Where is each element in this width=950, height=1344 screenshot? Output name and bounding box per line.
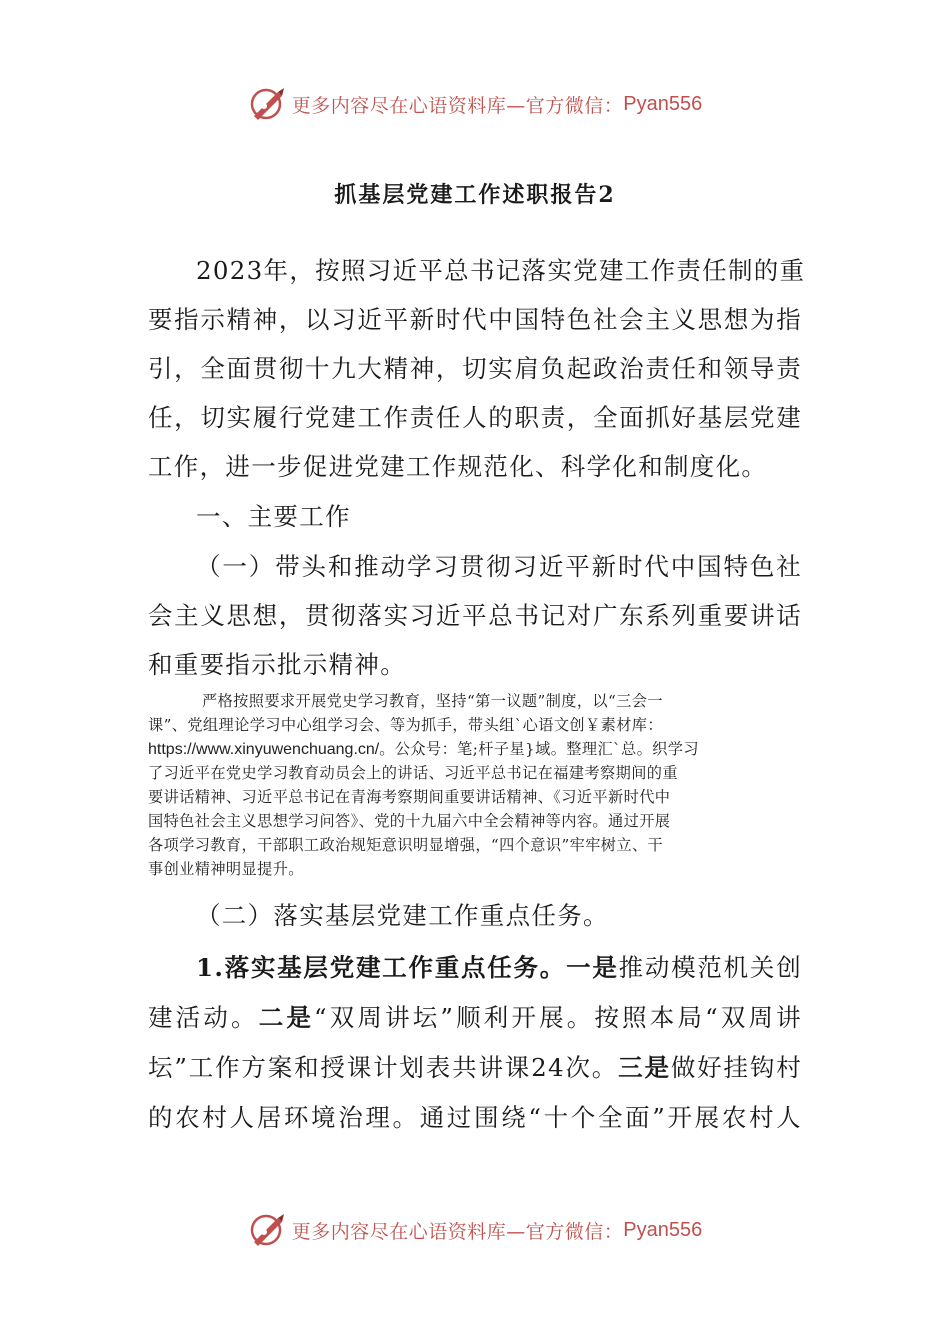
p4-line-1	[148, 951, 802, 985]
intro-line-3: 引，全面贯彻十九大精神，切实肩负起政治责任和领导责	[148, 354, 802, 383]
p4-line-2	[148, 1001, 802, 1035]
p4-line-2-rest: “双周讲坛”顺利开展。按照本局“双周讲	[314, 1003, 802, 1032]
small-line-4: 了习近平在党史学习教育动员会上的讲话、习近平总书记在福建考察期间的重	[148, 764, 678, 782]
p4-line-3-rest: 做好挂钩村	[670, 1053, 802, 1082]
small-line-5: 要讲话精神、习近平总书记在青海考察期间重要讲话精神、《习近平新时代中	[148, 788, 671, 806]
sub1-line-1: （一）带头和推动学习贯彻习近平新时代中国特色社	[196, 552, 802, 581]
section-heading-main-work: 一、主要工作	[196, 502, 351, 531]
small-line-8: 事创业精神明显提升。	[148, 860, 304, 878]
intro-line-4: 任，切实履行党建工作责任人的职责，全面抓好基层党建	[148, 403, 802, 432]
p4-line-1-bold: 1.落实基层党建工作重点任务。一是	[196, 953, 619, 982]
watermark-wechat-id: Pyan556	[623, 1218, 703, 1241]
document-title: 抓基层党建工作述职报告2	[334, 182, 616, 208]
p4-line-2-bold: 二是	[258, 1003, 315, 1032]
watermark-banner-top	[0, 84, 950, 124]
p4-line-4: 的农村人居环境治理。通过围绕“十个全面”开展农村人	[148, 1103, 802, 1132]
sub1-line-3: 和重要指示批示精神。	[148, 650, 406, 679]
pen-logo-icon	[248, 1210, 288, 1250]
intro-line-2: 要指示精神，以习近平新时代中国特色社会主义思想为指	[148, 305, 802, 334]
small-line-1: 严格按照要求开展党史学习教育，坚持“第一议题”制度，以“三会一	[202, 692, 663, 710]
p4-line-3-bold: 三是	[618, 1053, 671, 1082]
sub1-line-2: 会主义思想，贯彻落实习近平总书记对广东系列重要讲话	[148, 601, 802, 630]
small-line-2: 课”、党组理论学习中心组学习会、等为抓手，带头组`心语文创￥素材库：	[148, 716, 663, 734]
p4-line-1-rest: 推动模范机关创	[618, 953, 802, 982]
small-line-3-text: 。公众号：笔;杆子星}域。整理汇`总。织学习	[379, 740, 699, 758]
watermark-text: 更多内容尽在心语资料库—官方微信：	[291, 1220, 624, 1243]
small-line-6: 国特色社会主义思想学习问答》、党的十九届六中全会精神等内容。通过开展	[148, 812, 671, 830]
watermark-wechat-id: Pyan556	[623, 92, 703, 115]
pen-logo-icon	[248, 84, 288, 124]
small-line-7: 各项学习教育，干部职工政治规矩意识明显增强，“四个意识”牢牢树立、干	[148, 836, 664, 854]
intro-line-1: 2023年，按照习近平总书记落实党建工作责任制的重	[196, 256, 806, 285]
p4-line-3	[148, 1051, 802, 1085]
small-line-3	[148, 737, 802, 762]
small-url-link[interactable]: https://www.xinyuwenchuang.cn/	[148, 741, 380, 758]
intro-line-5: 工作，进一步促进党建工作规范化、科学化和制度化。	[148, 452, 768, 481]
sub2-heading: （二）落实基层党建工作重点任务。	[196, 901, 609, 930]
watermark-text: 更多内容尽在心语资料库—官方微信：	[291, 94, 624, 117]
p4-line-3-pre: 坛”工作方案和授课计划表共讲课24次。	[148, 1053, 619, 1082]
p4-line-2-pre: 建活动。	[148, 1003, 259, 1032]
watermark-banner-bottom	[0, 1210, 950, 1250]
